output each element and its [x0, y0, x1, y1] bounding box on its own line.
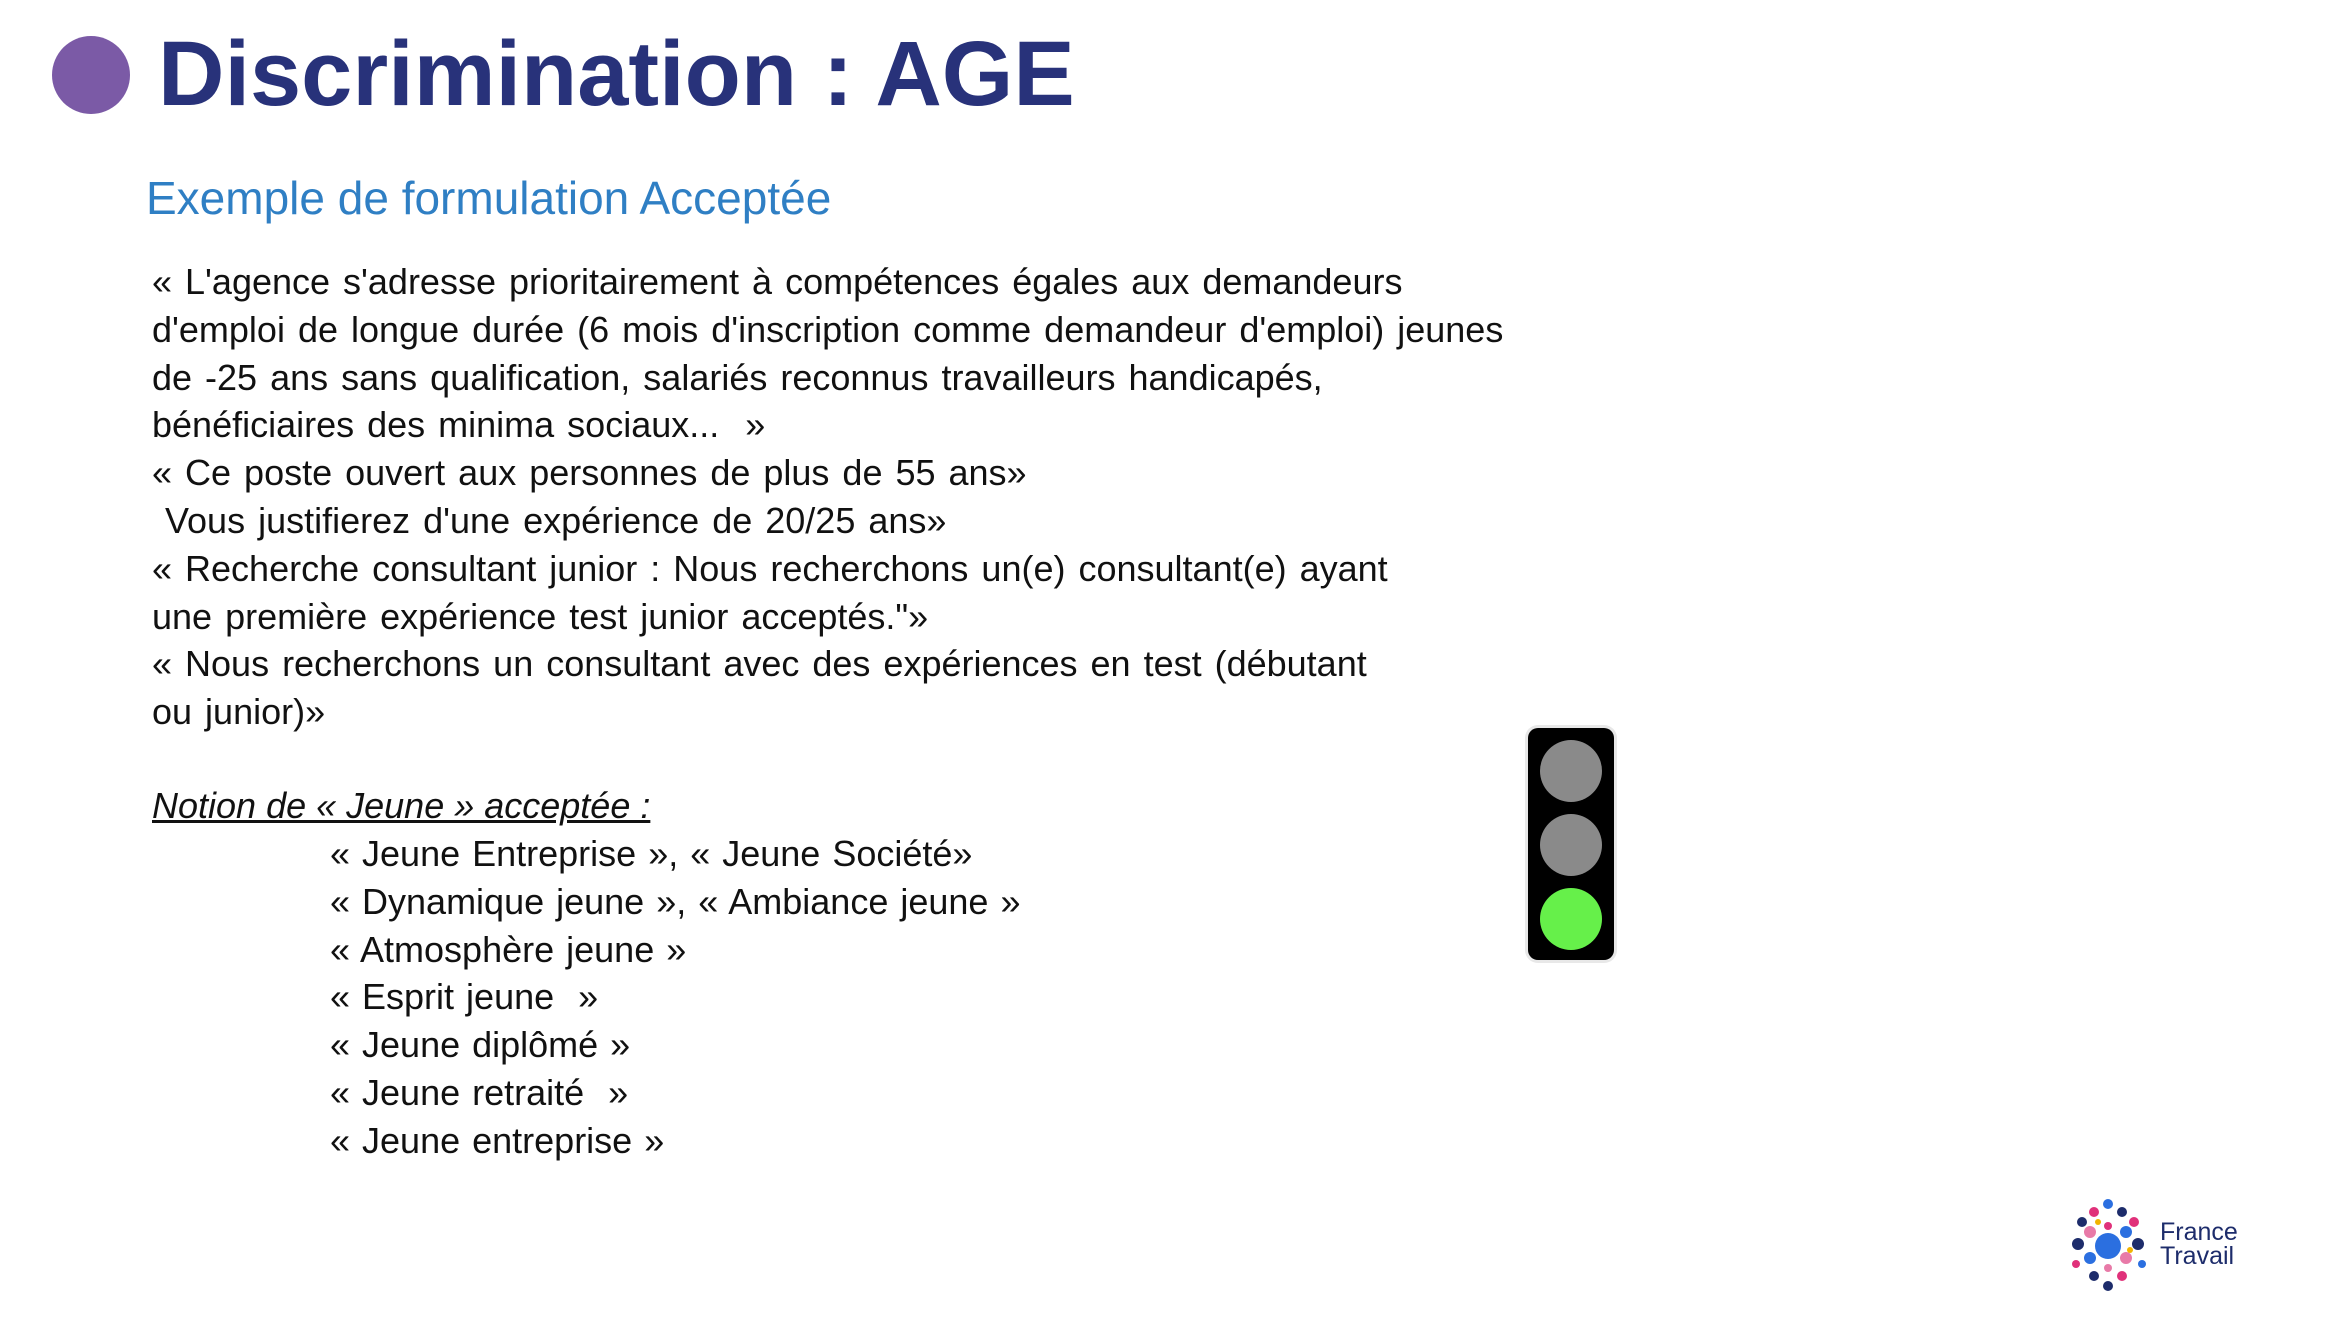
list-item: « Dynamique jeune », « Ambiance jeune » [330, 880, 1021, 922]
text-line: Vous justifierez d'une expérience de 20/25 ans» [152, 499, 947, 541]
list-item: « Jeune retraité » [330, 1071, 629, 1113]
list-item: « Esprit jeune » [330, 976, 599, 1018]
text-line: « L'agence s'adresse prioritairement à compétences égales aux demandeurs [152, 261, 1403, 302]
slide-title: Discrimination : AGE [158, 23, 1075, 125]
list-item: « Jeune diplômé » [330, 1024, 631, 1066]
text-line: bénéficiaires des minima sociaux... » [152, 404, 766, 446]
example-text [152, 258, 1503, 736]
slide-subtitle: Exemple de formulation Acceptée [146, 172, 832, 224]
title-bullet [52, 36, 130, 114]
notion-heading: Notion de « Jeune » acceptée : [152, 785, 651, 826]
traffic-light-icon [1528, 728, 1614, 960]
traffic-light-lamp-middle [1540, 814, 1602, 876]
logo-text-line: France [2160, 1218, 2238, 1246]
text-line: une première expérience test junior acceptés."» [152, 595, 929, 637]
list-item: « Jeune entreprise » [330, 1119, 665, 1161]
text-line: de -25 ans sans qualification, salariés reconnus travailleurs handicapés, [152, 356, 1323, 398]
traffic-light-lamp-bottom [1540, 888, 1602, 950]
logo-text-line: Travail [2160, 1242, 2235, 1270]
text-line: « Recherche consultant junior : Nous recherchons un(e) consultant(e) ayant [152, 547, 1388, 589]
accepted-expressions-list [330, 830, 1020, 1165]
traffic-light-lamp-top [1540, 740, 1602, 802]
list-item: « Jeune Entreprise », « Jeune Société» [330, 833, 973, 874]
france-travail-logo-mark [2068, 1198, 2154, 1294]
text-line: ou junior)» [152, 691, 326, 733]
france-travail-logo [2068, 1198, 2258, 1294]
text-line: « Nous recherchons un consultant avec des expériences en test (débutant [152, 643, 1367, 685]
list-item: « Atmosphère jeune » [330, 928, 687, 970]
text-line: d'emploi de longue durée (6 mois d'inscription comme demandeur d'emploi) jeunes [152, 308, 1504, 350]
text-line: « Ce poste ouvert aux personnes de plus de 55 ans» [152, 452, 1027, 494]
logo-wordmark [2160, 1220, 2238, 1268]
